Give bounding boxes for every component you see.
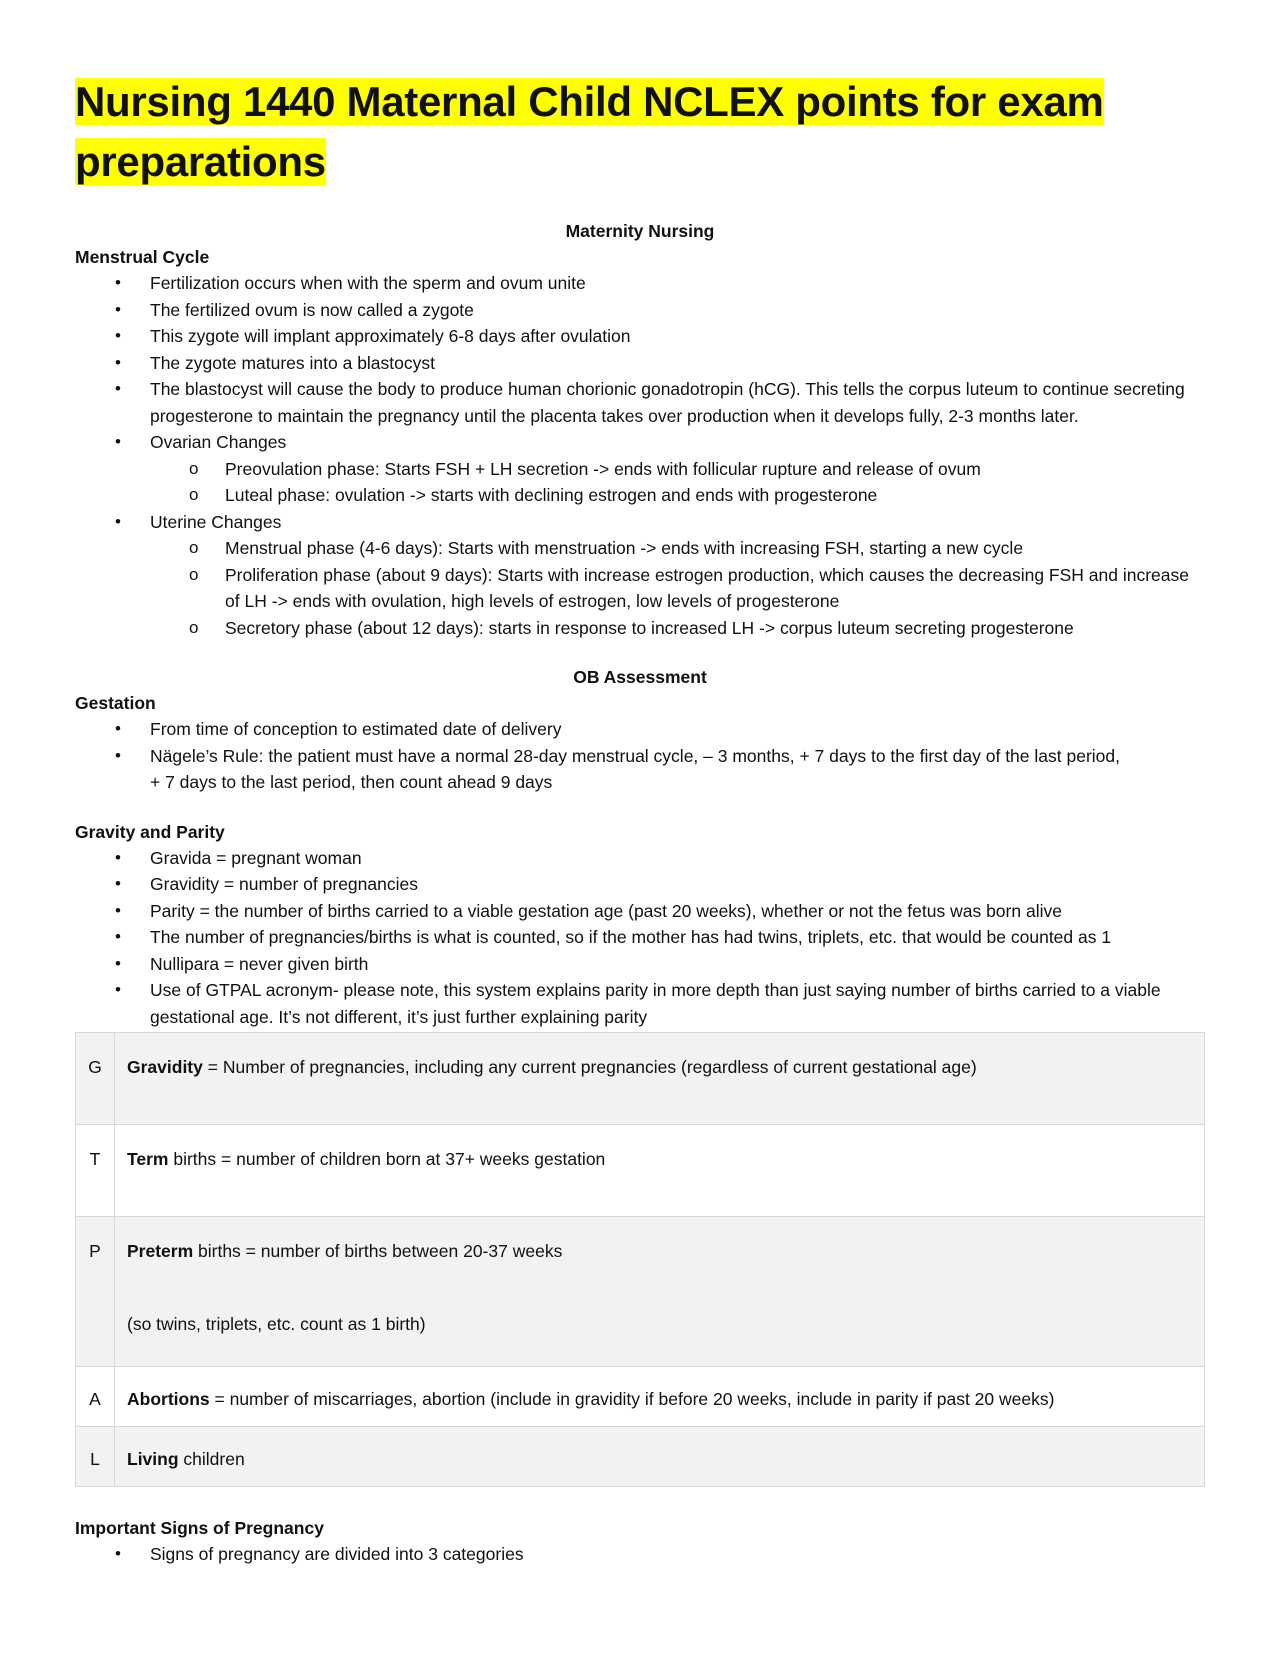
gtpal-table bbox=[75, 1032, 1205, 1487]
list-item: • Gravidity = number of pregnancies bbox=[75, 871, 1205, 898]
sub-list-item: o Luteal phase: ovulation -> starts with declining estrogen and ends with progesterone bbox=[150, 482, 1205, 509]
list-item: • Use of GTPAL acronym- please note, this system explains parity in more depth than just saying number of births carried to a viable gestational age. It’s not different, it’s just further explaining parity bbox=[75, 977, 1205, 1030]
gtpal-letter-cell bbox=[76, 1033, 115, 1125]
list-item: • Nullipara = never given birth bbox=[75, 951, 1205, 978]
uterine-changes-sublist bbox=[150, 535, 1205, 641]
list-item: • Signs of pregnancy are divided into 3 categories bbox=[75, 1541, 1205, 1568]
gtpal-term: Abortions bbox=[127, 1389, 210, 1409]
ovarian-changes-label: Ovarian Changes bbox=[150, 432, 287, 452]
table-row bbox=[76, 1217, 1205, 1367]
gtpal-term: Living bbox=[127, 1449, 179, 1469]
pregnancy-signs-heading: Important Signs of Pregnancy bbox=[75, 1518, 324, 1538]
gtpal-letter-cell bbox=[76, 1125, 115, 1217]
gtpal-extra-note: (so twins, triplets, etc. count as 1 birth) bbox=[127, 1314, 426, 1334]
list-item bbox=[75, 509, 1205, 536]
menstrual-cycle-list bbox=[75, 270, 1205, 456]
gtpal-definition: births = number of children born at 37+ weeks gestation bbox=[168, 1149, 606, 1169]
document-title-text: Nursing 1440 Maternal Child NCLEX points for exam preparations bbox=[75, 78, 1104, 185]
gtpal-letter-cell bbox=[76, 1217, 115, 1367]
ob-assessment-heading: OB Assessment bbox=[573, 667, 707, 687]
gtpal-definition: children bbox=[178, 1449, 245, 1469]
sub-list-item: o Menstrual phase (4-6 days): Starts with menstruation -> ends with increasing FSH, starting a new cycle bbox=[150, 535, 1205, 562]
table-row bbox=[76, 1427, 1205, 1487]
gtpal-letter: T bbox=[89, 1149, 101, 1169]
gtpal-letter-cell bbox=[76, 1367, 115, 1427]
gtpal-desc-cell bbox=[115, 1125, 1205, 1217]
gtpal-desc-cell bbox=[115, 1033, 1205, 1125]
gravity-parity-heading: Gravity and Parity bbox=[75, 821, 225, 842]
ovarian-changes-sublist bbox=[150, 456, 1205, 509]
gtpal-letter: L bbox=[90, 1449, 100, 1469]
pregnancy-signs-list bbox=[75, 1541, 1205, 1568]
list-item: • The fertilized ovum is now called a zygote bbox=[75, 297, 1205, 324]
list-item: • Parity = the number of births carried to a viable gestation age (past 20 weeks), whether or not the fetus was born alive bbox=[75, 898, 1205, 925]
table-row bbox=[76, 1033, 1205, 1125]
list-item: • From time of conception to estimated date of delivery bbox=[75, 716, 1205, 743]
gtpal-letter: A bbox=[89, 1389, 101, 1409]
sub-list-item: o Proliferation phase (about 9 days): Starts with increase estrogen production, which causes the decreasing FSH and increase of LH -> ends with ovulation, high levels of estrogen, low levels of progesterone bbox=[150, 562, 1205, 615]
list-item: • Fertilization occurs when with the sperm and ovum unite bbox=[75, 270, 1205, 297]
list-item: • The blastocyst will cause the body to produce human chorionic gonadotropin (hCG). This tells the corpus luteum to continue secreting progesterone to maintain the pregnancy until the placenta takes over production when it develops fully, 2-3 months later. bbox=[75, 376, 1205, 429]
document-title bbox=[75, 72, 1205, 192]
list-item: • The number of pregnancies/births is what is counted, so if the mother has had twins, triplets, etc. that would be counted as 1 bbox=[75, 924, 1205, 951]
sub-list-item: o Secretory phase (about 12 days): starts in response to increased LH -> corpus luteum secreting progesterone bbox=[150, 615, 1205, 642]
gestation-heading: Gestation bbox=[75, 693, 156, 713]
gtpal-definition: = number of miscarriages, abortion (include in gravidity if before 20 weeks, include in parity if past 20 weeks) bbox=[209, 1389, 1055, 1409]
gtpal-letter: P bbox=[89, 1241, 101, 1261]
uterine-changes-label: Uterine Changes bbox=[150, 511, 282, 532]
gtpal-letter-cell bbox=[76, 1427, 115, 1487]
gtpal-desc-cell bbox=[115, 1217, 1205, 1367]
gtpal-letter: G bbox=[88, 1057, 102, 1077]
gtpal-definition: = Number of pregnancies, including any current pregnancies (regardless of current gestational age) bbox=[202, 1057, 977, 1077]
menstrual-cycle-heading: Menstrual Cycle bbox=[75, 247, 210, 267]
gtpal-desc-cell bbox=[115, 1367, 1205, 1427]
gestation-list bbox=[75, 716, 1205, 796]
sub-list-item: o Preovulation phase: Starts FSH + LH secretion -> ends with follicular rupture and release of ovum bbox=[150, 456, 1205, 483]
gtpal-term: Term bbox=[127, 1149, 169, 1169]
gravity-parity-list bbox=[75, 845, 1205, 1031]
gtpal-desc-cell bbox=[115, 1427, 1205, 1487]
gtpal-definition: births = number of births between 20-37 weeks bbox=[193, 1241, 563, 1261]
gtpal-term: Preterm bbox=[127, 1241, 194, 1261]
document-page bbox=[75, 72, 1205, 1568]
list-item: • The zygote matures into a blastocyst bbox=[75, 350, 1205, 377]
list-item bbox=[75, 429, 1205, 456]
table-row bbox=[76, 1367, 1205, 1427]
gtpal-term: Gravidity bbox=[127, 1057, 203, 1077]
table-row bbox=[76, 1125, 1205, 1217]
list-item: • Gravida = pregnant woman bbox=[75, 845, 1205, 872]
list-item: • This zygote will implant approximately 6-8 days after ovulation bbox=[75, 323, 1205, 350]
maternity-nursing-heading: Maternity Nursing bbox=[565, 221, 715, 241]
list-item: • Nägele’s Rule: the patient must have a normal 28-day menstrual cycle, – 3 months, + 7 days to the first day of the last period, + 7 days to the last period, then count ahead 9 days bbox=[75, 743, 1205, 796]
uterine-changes-list bbox=[75, 509, 1205, 536]
